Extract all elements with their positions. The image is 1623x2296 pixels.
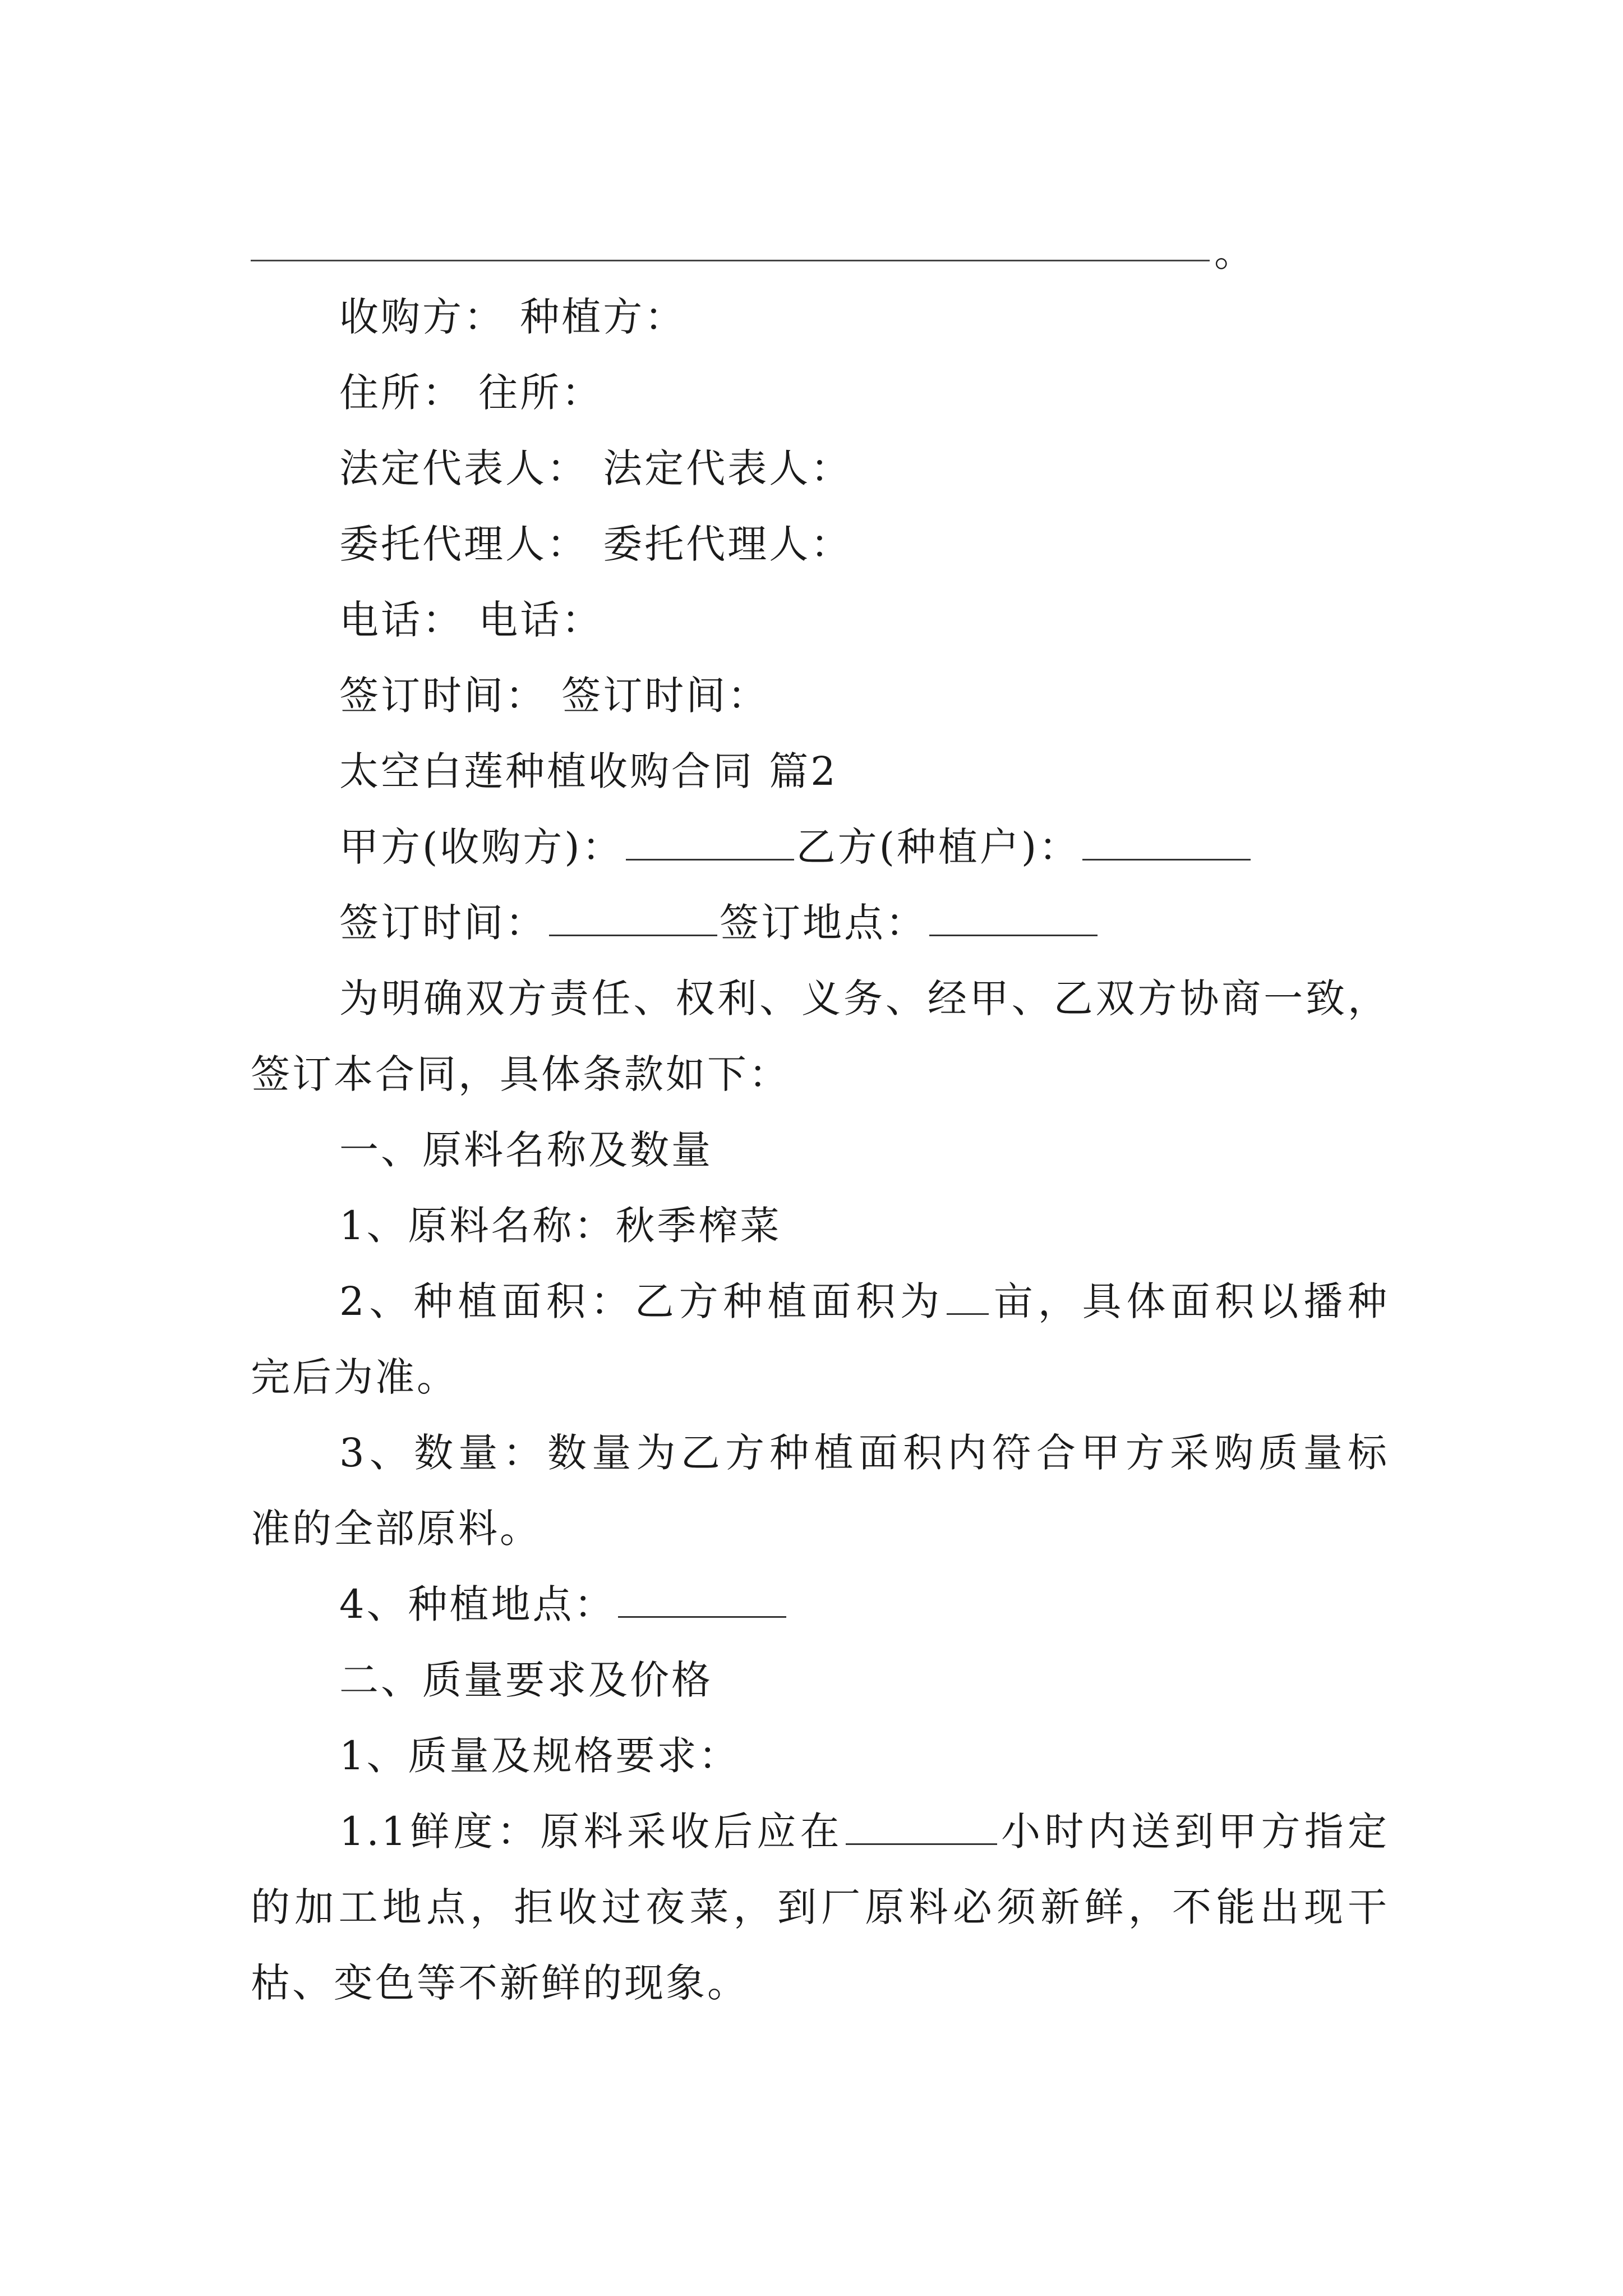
signature-address: 住所： 往所： bbox=[339, 370, 603, 416]
item-2-suffix: 亩，具体面积以播种 bbox=[991, 1278, 1390, 1324]
item-4-label: 4、种植地点： bbox=[339, 1581, 616, 1627]
area-blank bbox=[947, 1276, 989, 1315]
preamble-line-1: 为明确双方责任、权利、义务、经甲、乙双方协商一致， bbox=[339, 976, 1389, 1022]
item-1-quality-spec: 1、质量及规格要求： bbox=[339, 1733, 740, 1779]
signature-agent: 委托代理人： 委托代理人： bbox=[339, 521, 852, 567]
item-1-1-line-3: 枯、变色等不新鲜的现象。 bbox=[251, 1960, 749, 2006]
freshness-prefix: 1.1鲜度：原料采收后应在 bbox=[339, 1809, 843, 1855]
item-1-material-name: 1、原料名称：秋季榨菜 bbox=[339, 1203, 782, 1249]
item-2-prefix: 2、种植面积：乙方种植面积为 bbox=[339, 1278, 944, 1324]
freshness-suffix: 小时内送到甲方指定 bbox=[999, 1809, 1390, 1855]
signature-legal-rep: 法定代表人： 法定代表人： bbox=[339, 445, 852, 491]
sign-time-label: 签订时间： bbox=[339, 900, 547, 946]
item-3-line-2: 准的全部原料。 bbox=[251, 1506, 541, 1552]
item-1-1-line-2: 的加工地点，拒收过夜菜，到厂原料必须新鲜，不能出现干 bbox=[251, 1884, 1389, 1930]
sign-place-label: 签订地点： bbox=[720, 900, 927, 946]
item-1-1-line-1 bbox=[339, 1801, 1389, 1862]
item-3-line-1: 3、数量：数量为乙方种植面积内符合甲方采购质量标 bbox=[339, 1430, 1389, 1476]
section-2-heading: 二、质量要求及价格 bbox=[339, 1657, 713, 1703]
sign-time-blank bbox=[549, 898, 717, 937]
top-blank-line bbox=[251, 260, 1210, 261]
signature-buyer-planter: 收购方： 种植方： bbox=[339, 294, 686, 340]
party-a-label: 甲方(收购方)： bbox=[339, 824, 624, 870]
party-line bbox=[339, 816, 1253, 878]
place-blank bbox=[618, 1579, 786, 1618]
item-4-planting-place bbox=[339, 1573, 789, 1635]
item-2-line-2: 完后为准。 bbox=[251, 1354, 458, 1400]
hours-blank bbox=[846, 1806, 997, 1846]
party-a-blank bbox=[626, 822, 794, 861]
top-period: 。 bbox=[1214, 229, 1253, 275]
contract-title: 太空白莲种植收购合同 篇2 bbox=[339, 748, 838, 794]
section-1-heading: 一、原料名称及数量 bbox=[339, 1127, 713, 1173]
preamble-line-2: 签订本合同，具体条款如下： bbox=[251, 1051, 790, 1097]
party-b-blank bbox=[1082, 822, 1251, 861]
party-b-label: 乙方(种植户)： bbox=[796, 824, 1081, 870]
item-2-line-1 bbox=[339, 1271, 1389, 1332]
signature-date: 签订时间： 签订时间： bbox=[339, 673, 769, 719]
sign-place-blank bbox=[929, 898, 1098, 937]
sign-info-line bbox=[339, 892, 1100, 954]
signature-phone: 电话： 电话： bbox=[339, 597, 603, 643]
